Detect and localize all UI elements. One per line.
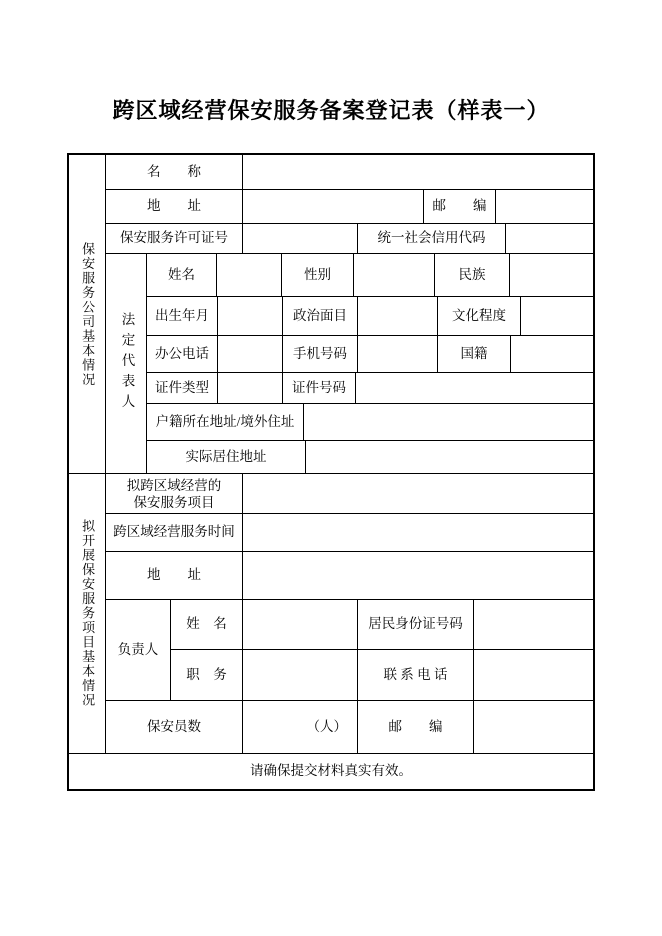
manager-title-value[interactable] (243, 650, 358, 700)
rep-nationality-label: 国籍 (438, 336, 511, 372)
rep-id-number-label: 证件号码 (283, 373, 356, 403)
section1-body (106, 155, 593, 473)
row-company-name (106, 155, 593, 190)
section-company-basic-info (69, 155, 593, 474)
rep-birth-value[interactable] (218, 297, 283, 335)
row-project (106, 474, 593, 514)
postal-code2-value[interactable] (474, 701, 593, 753)
rep-gender-label: 性别 (282, 254, 354, 296)
rep-gender-value[interactable] (354, 254, 435, 296)
service-time-value[interactable] (243, 514, 593, 551)
manager-phone-value[interactable] (474, 650, 593, 700)
section2-sidebar (69, 474, 106, 753)
postal-code-label: 邮 编 (424, 190, 496, 223)
row-rep-birth (147, 297, 593, 336)
row-service-address (106, 552, 593, 600)
guard-count-label: 保安员数 (106, 701, 243, 753)
rep-name-label: 姓名 (147, 254, 217, 296)
rep-mobile-value[interactable] (358, 336, 438, 372)
manager-body (171, 600, 593, 700)
rep-mobile-label: 手机号码 (283, 336, 358, 372)
legal-rep-group (106, 254, 593, 473)
credit-code-value[interactable] (506, 224, 593, 253)
rep-political-label: 政治面目 (283, 297, 358, 335)
postal-code-value[interactable] (496, 190, 593, 223)
row-rep-phone (147, 336, 593, 373)
section-planned-service-info (69, 474, 593, 754)
manager-name-label: 姓 名 (171, 600, 243, 649)
section1-sidebar-label: 保安服务公司基本情况 (80, 241, 96, 387)
row-manager-title (171, 650, 593, 700)
rep-office-phone-value[interactable] (218, 336, 283, 372)
legal-rep-label: 法定代表人 (119, 312, 135, 415)
rep-residence-value[interactable] (306, 441, 593, 473)
guard-count-value[interactable] (243, 701, 358, 753)
project-label-line2: 保安服务项目 (133, 494, 215, 510)
rep-political-value[interactable] (358, 297, 438, 335)
rep-household-address-label: 户籍所在地址/境外住址 (147, 404, 304, 440)
manager-header (106, 600, 171, 700)
row-company-address (106, 190, 593, 224)
company-address-value[interactable] (243, 190, 424, 223)
rep-ethnicity-value[interactable] (510, 254, 593, 296)
manager-phone-label: 联 系 电 话 (358, 650, 474, 700)
manager-group (106, 600, 593, 701)
rep-id-number-value[interactable] (356, 373, 593, 403)
service-address-value[interactable] (243, 552, 593, 599)
rep-name-value[interactable] (217, 254, 282, 296)
row-rep-id (147, 373, 593, 404)
guard-count-unit: （人） (306, 718, 347, 734)
company-name-value[interactable] (243, 155, 593, 189)
rep-id-type-value[interactable] (218, 373, 283, 403)
license-no-label: 保安服务许可证号 (106, 224, 243, 253)
manager-label: 负责人 (117, 641, 159, 657)
service-time-label: 跨区域经营服务时间 (106, 514, 243, 551)
section2-body (106, 474, 593, 753)
footer-band (69, 754, 593, 789)
project-value[interactable] (243, 474, 593, 513)
rep-id-type-label: 证件类型 (147, 373, 218, 403)
rep-nationality-value[interactable] (511, 336, 593, 372)
service-address-label: 地 址 (106, 552, 243, 599)
registration-form-table (67, 153, 595, 791)
company-address-label: 地 址 (106, 190, 243, 223)
rep-household-address-value[interactable] (304, 404, 593, 440)
manager-name-value[interactable] (243, 600, 358, 649)
manager-title-label: 职 务 (171, 650, 243, 700)
project-label-line1: 拟跨区域经营的 (126, 477, 222, 493)
rep-office-phone-label: 办公电话 (147, 336, 218, 372)
row-manager-name (171, 600, 593, 650)
rep-ethnicity-label: 民族 (435, 254, 510, 296)
legal-rep-header (106, 254, 147, 473)
row-rep-name (147, 254, 593, 297)
footer-note: 请确保提交材料真实有效。 (250, 763, 412, 779)
row-guard-count (106, 701, 593, 753)
rep-education-label: 文化程度 (438, 297, 521, 335)
rep-residence-label: 实际居住地址 (147, 441, 306, 473)
section1-sidebar (69, 155, 106, 473)
row-license (106, 224, 593, 254)
rep-education-value[interactable] (521, 297, 593, 335)
postal-code2-label: 邮 编 (358, 701, 474, 753)
credit-code-label: 统一社会信用代码 (358, 224, 506, 253)
rep-birth-label: 出生年月 (147, 297, 218, 335)
row-rep-residence (147, 441, 593, 473)
row-service-time (106, 514, 593, 552)
project-label (106, 474, 243, 513)
row-rep-household (147, 404, 593, 441)
manager-id-label: 居民身份证号码 (358, 600, 474, 649)
company-name-label: 名 称 (106, 155, 243, 189)
page-title: 跨区域经营保安服务备案登记表（样表一） (112, 98, 550, 123)
legal-rep-body (147, 254, 593, 473)
manager-id-value[interactable] (474, 600, 593, 649)
section2-sidebar-label: 拟开展保安服务项目基本情况 (80, 519, 96, 708)
license-no-value[interactable] (243, 224, 358, 253)
